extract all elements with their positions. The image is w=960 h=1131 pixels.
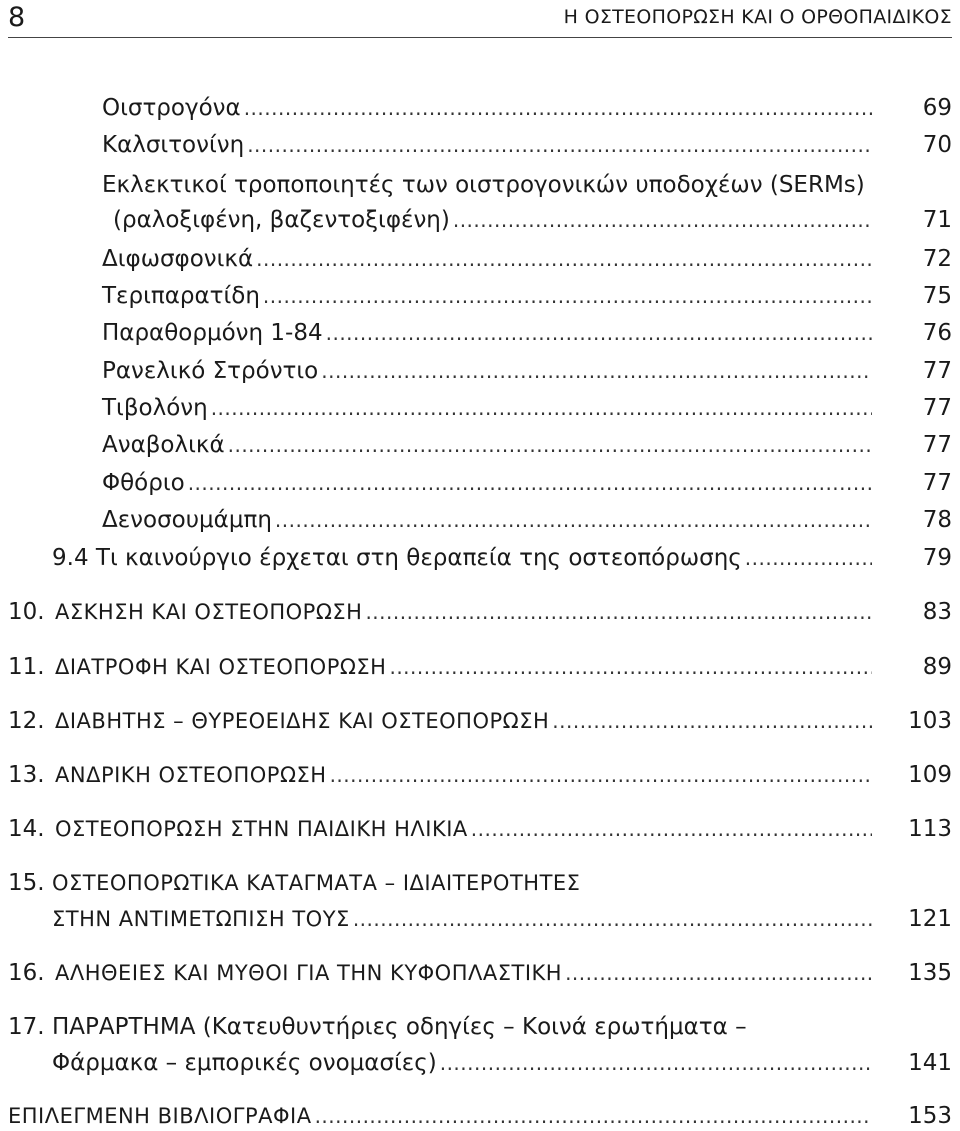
dot-leader [365,598,872,626]
chapter-page: 83 [922,599,952,625]
chapter-title: ΑΝΔΡΙΚΗ ΟΣΤΕΟΠΟΡΩΣΗ [55,763,327,787]
toc-entry-title: Εκλεκτικοί τροποποιητές των οιστρογονικών υποδοχέων (SERMs) [102,172,865,198]
dot-leader [256,245,872,273]
toc-entry-title: Καλσιτονίνη [102,132,245,158]
chapter-title: ΠΑΡΑΡΤΗΜΑ (Κατευθυντήριες οδηγίες – Κοινά ερωτήματα – [52,1014,747,1040]
toc-entry-page: 78 [922,507,952,533]
dot-leader [330,761,872,789]
chapter-title: ΟΣΤΕΟΠΟΡΩΣΗ ΣΤΗΝ ΠΑΙΔΙΚΗ ΗΛΙΚΙΑ [55,817,468,841]
dot-leader [315,1102,872,1130]
bibliography-page: 153 [908,1103,952,1129]
dot-leader [353,905,872,933]
dot-leader [745,544,872,572]
chapter-number: 13. [8,762,45,788]
chapter-number: 14. [8,816,45,842]
toc-chapter[interactable] [8,598,872,626]
toc-entry[interactable] [102,319,872,347]
toc-entry-title: Φθόριο [102,470,185,496]
toc-entry[interactable] [113,206,872,234]
toc-entry-page: 72 [922,246,952,272]
toc-bibliography[interactable] [8,1102,872,1130]
dot-leader [211,394,872,422]
chapter-title-line2: ΣΤΗΝ ΑΝΤΙΜΕΤΩΠΙΣΗ ΤΟΥΣ [52,907,350,931]
dot-leader [228,431,872,459]
running-title: Η ΟΣΤΕΟΠΟΡΩΣΗ ΚΑΙ Ο ΟΡΘΟΠΑΙΔΙΚΟΣ [563,6,952,28]
toc-entry[interactable] [102,131,872,159]
chapter-number: 11. [8,654,45,680]
chapter-title-line2: Φάρμακα – εμπορικές ονομασίες) [52,1050,437,1076]
chapter-number: 12. [8,708,45,734]
dot-leader [552,707,872,735]
chapter-title: ΔΙΑΒΗΤΗΣ – ΘΥΡΕΟΕΙΔΗΣ ΚΑΙ ΟΣΤΕΟΠΟΡΩΣΗ [55,709,550,733]
bibliography-title: ΕΠΙΛΕΓΜΕΝΗ ΒΙΒΛΙΟΓΡΑΦΙΑ [8,1104,312,1128]
toc-entry-title: Παραθορμόνη 1-84 [102,320,323,346]
toc-entry-page: 75 [922,283,952,309]
dot-leader [440,1049,872,1077]
chapter-page: 135 [908,960,952,986]
toc-entry[interactable] [102,94,872,122]
toc-section-title: 9.4 Τι καινούργιο έρχεται στη θεραπεία της οστεοπόρωσης [52,545,742,571]
toc-entry-title: Διφωσφονικά [102,246,254,272]
dot-leader [321,357,872,385]
toc-chapter[interactable] [8,815,872,843]
chapter-title: ΑΣΚΗΣΗ ΚΑΙ ΟΣΤΕΟΠΟΡΩΣΗ [55,600,363,624]
chapter-page: 103 [908,708,952,734]
toc-entry-page: 77 [922,432,952,458]
chapter-page: 121 [908,906,952,932]
toc-entry[interactable] [102,282,872,310]
chapter-number: 15. [8,870,45,896]
chapter-title: ΟΣΤΕΟΠΟΡΩΤΙΚΑ ΚΑΤΑΓΜΑΤΑ – ΙΔΙΑΙΤΕΡΟΤΗΤΕΣ [52,871,581,895]
toc-entry[interactable] [102,469,872,497]
toc-entry-page: 76 [922,320,952,346]
chapter-page: 109 [908,762,952,788]
toc-entry[interactable] [102,394,872,422]
toc-entry[interactable] [102,245,872,273]
toc-chapter[interactable] [8,707,872,735]
dot-leader [275,506,872,534]
dot-leader [247,131,872,159]
chapter-title: ΑΛΗΘΕΙΕΣ ΚΑΙ ΜΥΘΟΙ ΓΙΑ ΤΗΝ ΚΥΦΟΠΛΑΣΤΙΚΗ [55,961,563,985]
toc-chapter[interactable] [8,1013,747,1041]
toc-entry-page: 77 [922,358,952,384]
toc-entry[interactable] [102,506,872,534]
toc-entry-title: Οιστρογόνα [102,95,241,121]
toc-entry-title: Αναβολικά [102,432,225,458]
toc-entry[interactable] [102,357,872,385]
dot-leader [389,653,872,681]
chapter-title: ΔΙΑΤΡΟΦΗ ΚΑΙ ΟΣΤΕΟΠΟΡΩΣΗ [55,655,387,679]
dot-leader [453,206,872,234]
header-rule [8,37,952,38]
chapter-number: 10. [8,599,45,625]
dot-leader [244,94,872,122]
toc-entry[interactable] [102,431,872,459]
page-number: 8 [8,2,26,33]
dot-leader [263,282,872,310]
toc-entry-title: Ρανελικό Στρόντιο [102,358,319,384]
toc-entry-page: 70 [922,132,952,158]
toc-chapter[interactable] [8,653,872,681]
toc-chapter[interactable] [8,761,872,789]
toc-entry-page: 71 [922,207,952,233]
toc-entry-title: Τεριπαρατίδη [102,283,260,309]
toc-chapter[interactable] [8,959,872,987]
chapter-page: 113 [908,816,952,842]
toc-chapter-continuation[interactable] [52,1049,872,1077]
toc-entry-page: 69 [922,95,952,121]
chapter-number: 17. [8,1014,45,1040]
toc-section-page: 79 [922,545,952,571]
dot-leader [188,469,872,497]
chapter-page: 89 [922,654,952,680]
chapter-number: 16. [8,960,45,986]
toc-entry-title: Τιβολόνη [102,395,208,421]
page-header [8,0,952,37]
dot-leader [326,319,872,347]
dot-leader [471,815,872,843]
dot-leader [565,959,872,987]
chapter-page: 141 [908,1050,952,1076]
toc-entry-page: 77 [922,395,952,421]
toc-entry-page: 77 [922,470,952,496]
toc-chapter[interactable] [8,869,580,897]
toc-entry-title: (ραλοξιφένη, βαζεντοξιφένη) [113,207,450,233]
toc-section[interactable] [52,544,872,572]
toc-entry-title: Δενοσουμάμπη [102,507,272,533]
toc-chapter-continuation[interactable] [52,905,872,933]
